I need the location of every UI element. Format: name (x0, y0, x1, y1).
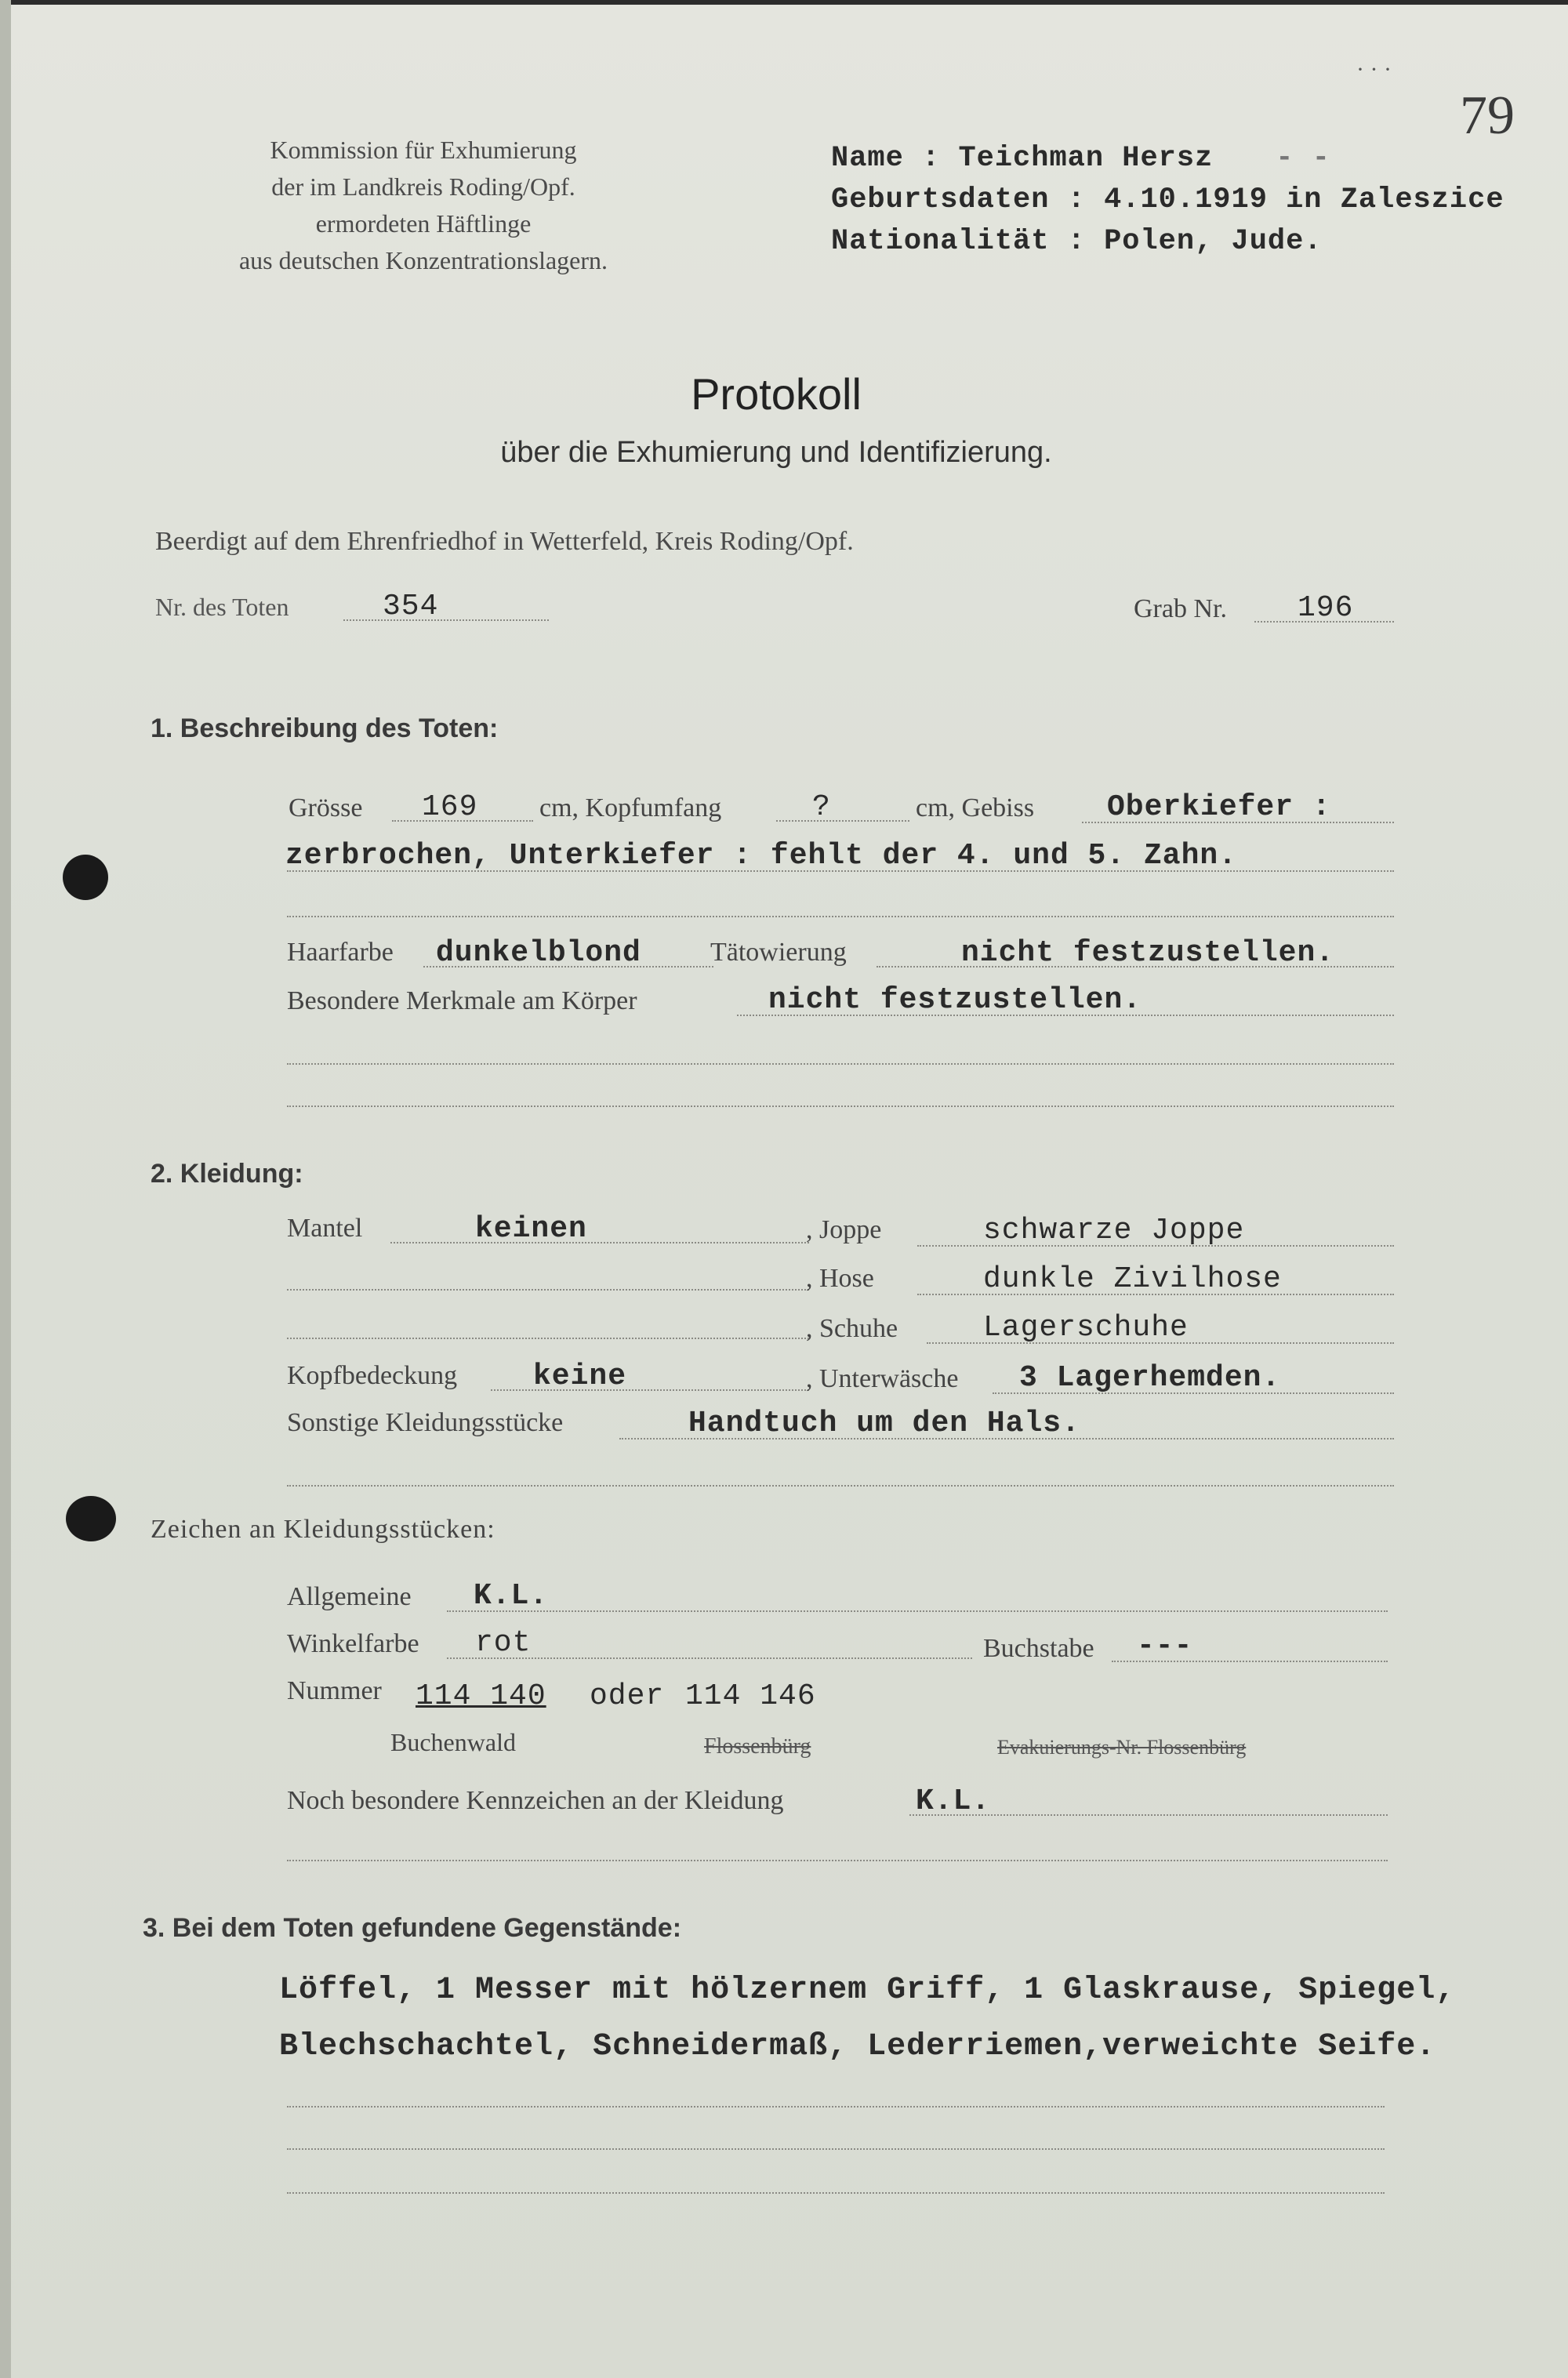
winkelfarbe-value: rot (475, 1626, 532, 1660)
commission-header (157, 132, 690, 279)
groesse-value: 169 (422, 790, 478, 824)
birth-row (831, 180, 1504, 221)
nummer-oder: oder (590, 1679, 665, 1713)
unterwaesche-label: , Unterwäsche (806, 1364, 959, 1393)
burial-line: Beerdigt auf dem Ehrenfriedhof in Wetterfeld, Kreis Roding/Opf. (155, 527, 854, 556)
document-title: Protokoll (691, 369, 862, 419)
taetowierung-label: Tätowierung (710, 938, 847, 967)
grab-label: Grab Nr. (1134, 594, 1227, 623)
mantel-label: Mantel (287, 1214, 363, 1243)
buchenwald-label: Buchenwald (390, 1728, 516, 1756)
merkmale-label: Besondere Merkmale am Körper (287, 986, 637, 1015)
section-3-heading: 3. Bei dem Toten gefundene Gegenstände: (143, 1913, 682, 1943)
merkmale-value: nicht festzustellen. (768, 983, 1142, 1017)
items-line-2: Blechschachtel, Schneidermaß, Lederriemen,verweichte Seife. (279, 2029, 1436, 2064)
nationality-row (831, 221, 1504, 263)
nummer-label: Nummer (287, 1676, 382, 1705)
scan-edge-top (0, 0, 1568, 5)
nr-label: Nr. des Toten (155, 593, 289, 621)
mantel-value: keinen (475, 1212, 587, 1246)
sonstige-value: Handtuch um den Hals. (688, 1407, 1080, 1440)
grab-value: 196 (1298, 591, 1354, 625)
gebiss-continuation: zerbrochen, Unterkiefer : fehlt der 4. und 5. Zahn. (285, 839, 1237, 873)
nummer-value-2: 114 146 (685, 1679, 816, 1713)
allgemeine-label: Allgemeine (287, 1582, 412, 1611)
nr-value: 354 (383, 590, 439, 623)
kopfumfang-value: ? (812, 790, 831, 824)
cm-gebiss-label: cm, Gebiss (916, 793, 1035, 822)
name-value: Teichman Hersz (958, 142, 1214, 175)
person-block (831, 138, 1504, 263)
allgemeine-value: K.L. (474, 1579, 549, 1613)
name-dash: - - (1276, 142, 1330, 175)
nationality-value: Polen, Jude. (1104, 225, 1323, 258)
items-line-1: Löffel, 1 Messer mit hölzernem Griff, 1 Glaskrause, Spiegel, (279, 1973, 1456, 2008)
joppe-label: , Joppe (806, 1215, 882, 1244)
name-row (831, 138, 1504, 180)
zeichen-heading: Zeichen an Kleidungsstücken: (151, 1515, 495, 1544)
taetowierung-value: nicht festzustellen. (961, 936, 1335, 970)
gebiss-value: Oberkiefer : (1107, 790, 1331, 824)
cm-kopfumfang-label: cm, Kopfumfang (539, 793, 722, 822)
schuhe-label: , Schuhe (806, 1314, 898, 1343)
commission-line-3: ermordeten Häftlinge (315, 209, 532, 238)
section-2-heading: 2. Kleidung: (151, 1159, 303, 1189)
haarfarbe-label: Haarfarbe (287, 938, 394, 967)
birth-value: 4.10.1919 in Zaleszice (1104, 183, 1504, 216)
noch-kennzeichen-label: Noch besondere Kennzeichen an der Kleidung (287, 1786, 784, 1815)
nationality-label: Nationalität : (831, 225, 1105, 258)
groesse-label: Grösse (289, 793, 363, 822)
haarfarbe-value: dunkelblond (436, 936, 641, 970)
commission-line-1: Kommission für Exhumierung (270, 136, 577, 164)
nummer-value-1: 114 140 (416, 1679, 546, 1713)
page-number: 79 (1460, 85, 1515, 146)
kopfbedeckung-value: keine (533, 1360, 627, 1393)
birth-label: Geburtsdaten : (831, 183, 1105, 216)
flossenburg-label: Flossenbürg (704, 1734, 811, 1759)
unterwaesche-value: 3 Lagerhemden. (1019, 1361, 1281, 1395)
buchstabe-value: --- (1137, 1629, 1193, 1663)
kopfbedeckung-label: Kopfbedeckung (287, 1361, 458, 1390)
scan-edge-left (0, 0, 11, 2378)
hose-label: , Hose (806, 1264, 874, 1293)
schuhe-value: Lagerschuhe (983, 1311, 1189, 1345)
hose-value: dunkle Zivilhose (983, 1262, 1282, 1296)
buchstabe-label: Buchstabe (983, 1634, 1094, 1663)
section-1-heading: 1. Beschreibung des Toten: (151, 713, 499, 743)
noch-kennzeichen-value: K.L. (916, 1784, 991, 1818)
name-label: Name : (831, 142, 959, 175)
joppe-value: schwarze Joppe (983, 1214, 1245, 1247)
commission-line-4: aus deutschen Konzentrationslagern. (238, 246, 608, 274)
sonstige-label: Sonstige Kleidungsstücke (287, 1408, 564, 1437)
document-subtitle: über die Exhumierung und Identifizierung. (500, 436, 1052, 469)
punch-hole-bottom (66, 1496, 116, 1541)
evakuierung-label: Evakuierungs-Nr. Flossenbürg (997, 1736, 1247, 1759)
commission-line-2: der im Landkreis Roding/Opf. (271, 172, 575, 201)
winkelfarbe-label: Winkelfarbe (287, 1629, 419, 1658)
punch-hole-top (63, 855, 108, 900)
header-dots: · · · (1356, 56, 1392, 82)
